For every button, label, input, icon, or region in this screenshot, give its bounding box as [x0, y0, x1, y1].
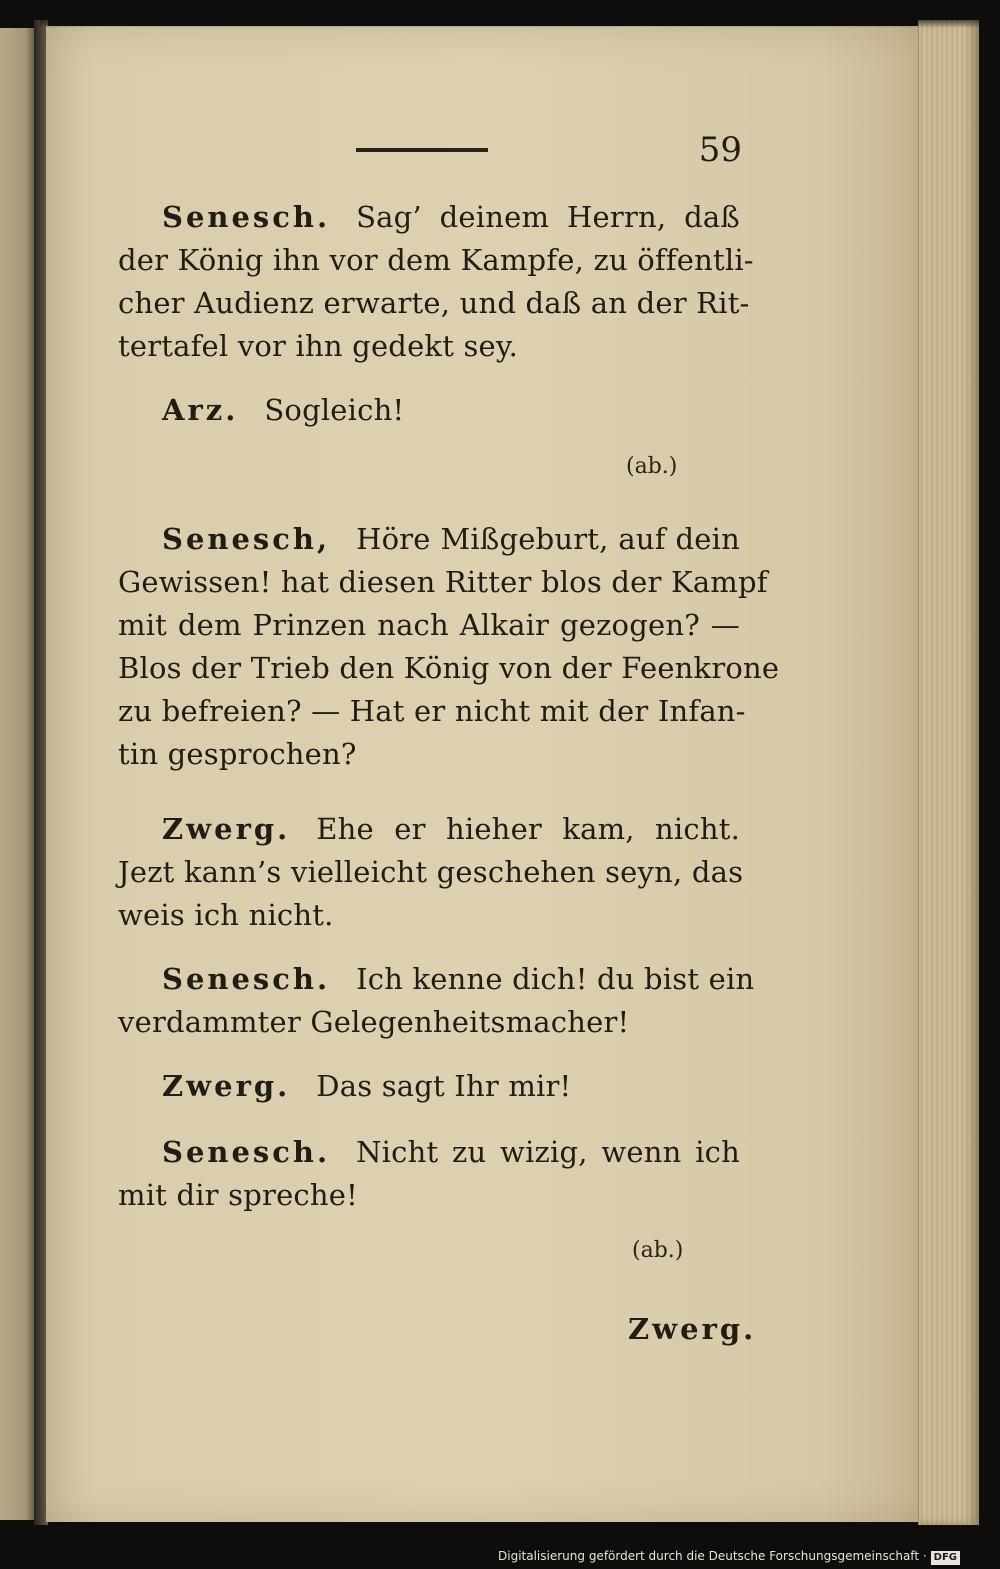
text-line: Jezt kann’s vielleicht geschehen seyn, das: [118, 855, 744, 889]
stage-direction: (ab.): [626, 454, 678, 479]
text-line: mit dem Prinzen nach Alkair gezogen? —: [118, 608, 740, 642]
speaker-name: Senesch.: [162, 1135, 331, 1169]
text-line: [118, 196, 740, 239]
dialogue-block-zwerg-2: [118, 1065, 740, 1108]
page-number: 59: [698, 130, 742, 170]
dialogue-block-arz: [118, 389, 740, 432]
text-line: [118, 958, 755, 1001]
left-page-edge: [0, 28, 36, 1520]
text-line: Blos der Trieb den König von der Feenkrone: [118, 651, 780, 685]
text-line: der König ihn vor dem Kampfe, zu öffentli-: [118, 243, 754, 277]
text-line: [118, 808, 740, 851]
text-line: Gewissen! hat diesen Ritter blos der Kampf: [118, 565, 768, 599]
text-line: [118, 389, 740, 432]
text-line: [118, 1131, 740, 1174]
text-line: [118, 1065, 740, 1108]
text-line: tin gesprochen?: [118, 737, 357, 771]
text-line: zu befreien? — Hat er nicht mit der Infan-: [118, 694, 746, 728]
line-text: Das sagt Ihr mir!: [316, 1069, 572, 1103]
speaker-name: Senesch,: [162, 522, 331, 556]
dialogue-block-senesch-1: [118, 196, 754, 368]
text-line: cher Audienz erwarte, und daß an der Rit-: [118, 286, 750, 320]
line-text: Nicht zu wizig, wenn ich: [356, 1135, 740, 1169]
top-shadow: [40, 14, 980, 28]
text-line: mit dir spreche!: [118, 1178, 358, 1212]
dfg-logo: DFG: [931, 1551, 960, 1565]
digitization-credit: [498, 1545, 960, 1567]
speaker-name: Zwerg.: [162, 812, 291, 846]
catchword: Zwerg.: [628, 1312, 757, 1346]
line-text: Sogleich!: [264, 393, 405, 427]
text-line: verdammter Gelegenheitsmacher!: [118, 1005, 630, 1039]
line-text: Höre Mißgeburt, auf dein: [356, 522, 740, 556]
line-text: Ehe er hieher kam, nicht.: [316, 812, 740, 846]
header-rule: [356, 148, 488, 152]
text-line: tertafel vor ihn gedekt sey.: [118, 329, 519, 363]
credit-text: Digitalisierung gefördert durch die Deutsche Forschungsgemeinschaft ·: [498, 1549, 927, 1563]
page-edges: [918, 20, 979, 1525]
line-text: Ich kenne dich! du bist ein: [356, 962, 755, 996]
speaker-name: Zwerg.: [162, 1069, 291, 1103]
speaker-name: Arz.: [162, 393, 239, 427]
dialogue-block-senesch-4: [118, 1131, 740, 1217]
dialogue-block-zwerg-1: [118, 808, 744, 937]
speaker-name: Senesch.: [162, 200, 331, 234]
speaker-name: Senesch.: [162, 962, 331, 996]
dialogue-block-senesch-2: [118, 518, 780, 776]
line-text: Sag’ deinem Herrn, daß: [356, 200, 740, 234]
stage-direction: (ab.): [632, 1238, 684, 1263]
text-line: [118, 518, 740, 561]
text-line: weis ich nicht.: [118, 898, 334, 932]
dialogue-block-senesch-3: [118, 958, 755, 1044]
